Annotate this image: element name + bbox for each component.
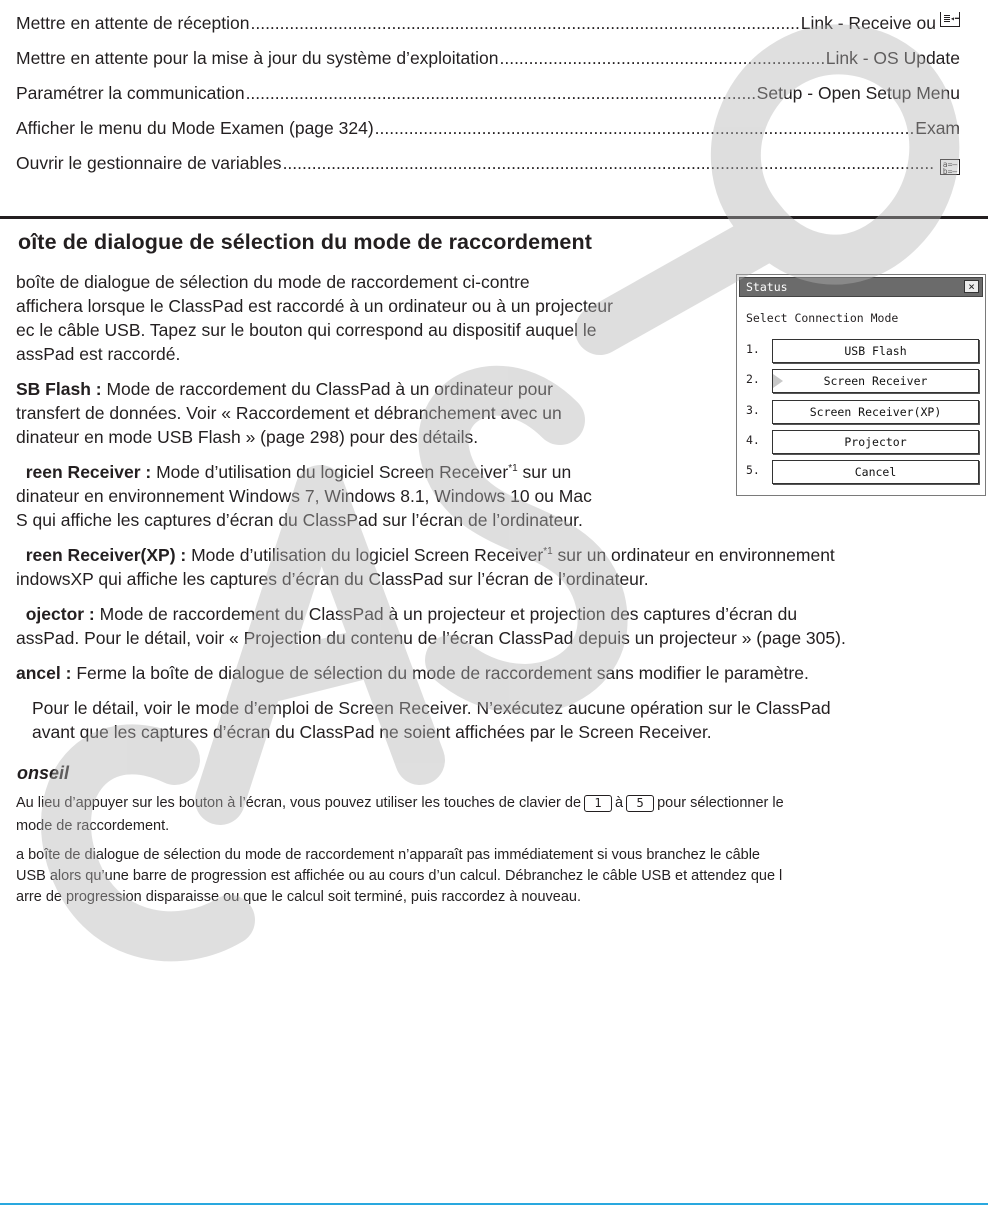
- key-5: 5: [626, 795, 654, 812]
- menu-item-variable-manager: [16, 152, 960, 187]
- close-icon[interactable]: ×: [964, 280, 979, 293]
- watermark-text: [0, 0, 1, 1]
- screen-receiver-desc: Mode d’utilisation du logiciel Screen Receiver: [151, 462, 509, 482]
- menu-item-receive: [16, 12, 960, 47]
- screen-receiver-xp-desc: Mode d’utilisation du logiciel Screen Receiver: [186, 545, 544, 565]
- cancel-term: ancel :: [16, 663, 72, 683]
- menu-item-label: Paramétrer la communication: [16, 83, 245, 103]
- screen-receiver-xp-line-2: indowsXP qui affiche les captures d’écran du ClassPad sur l’écran de l’ordinateur.: [16, 569, 649, 589]
- usb-flash-term: SB Flash :: [16, 379, 102, 399]
- menu-item-action: Setup - Open Setup Menu: [756, 83, 960, 103]
- footnote-ref: *1: [508, 463, 518, 474]
- screen-receiver-term: reen Receiver :: [16, 462, 152, 482]
- pointer-arrow-icon: [773, 374, 783, 388]
- footnote-ref: *1: [543, 546, 553, 557]
- intro-line-3: ec le câble USB. Tapez sur le bouton qui correspond au dispositif auquel le: [16, 320, 597, 340]
- tip-2-line-1: a boîte de dialogue de sélection du mode de raccordement n’apparaît pas immédiatement si vous branchez le câble: [16, 847, 760, 863]
- menu-item-label: Mettre en attente pour la mise à jour du système d’exploitation: [16, 48, 499, 68]
- footer-rule: [0, 1203, 988, 1205]
- screen-receiver-line-1: [16, 460, 571, 485]
- dialog-title: Status: [746, 280, 788, 294]
- connection-mode-dialog: [736, 274, 986, 496]
- menu-item-action: Link - Receive ou: [800, 13, 936, 33]
- menu-command-list: [16, 12, 960, 187]
- screen-receiver-line-3: S qui affiche les captures d’écran du ClassPad sur l’écran de l’ordinateur.: [16, 510, 583, 530]
- intro-line-2: affichera lorsque le ClassPad est raccordé à un ordinateur ou à un projecteur: [16, 296, 613, 316]
- screen-receiver-xp-desc-tail: sur un ordinateur en environnement: [552, 545, 835, 565]
- tip-1-line-2: mode de raccordement.: [16, 818, 170, 834]
- tip-2-line-3: arre de progression disparaisse ou que le calcul soit terminé, puis raccordez à nouveau.: [16, 889, 582, 905]
- menu-item-os-update: [16, 47, 960, 82]
- dot-leader: [246, 82, 756, 104]
- projector-button[interactable]: Projector: [772, 430, 979, 454]
- menu-item-setup: [16, 82, 960, 117]
- menu-item-label: Ouvrir le gestionnaire de variables: [16, 153, 282, 173]
- dot-leader: [375, 117, 915, 139]
- usb-flash-desc: Mode de raccordement du ClassPad à un ordinateur pour: [101, 379, 553, 399]
- cancel-line-1: [16, 661, 809, 686]
- tip-1-text: Au lieu d’appuyer sur les bouton à l’écran, vous pouvez utiliser les touches de clavier de: [16, 795, 582, 811]
- watermark-letter-c: [66, 749, 230, 936]
- section-title: oîte de dialogue de sélection du mode de raccordement: [18, 230, 592, 254]
- conseil-heading: onseil: [17, 763, 70, 783]
- tip-2-line-2: USB alors qu’une barre de progression est affichée ou au cours d’un calcul. Débranchez le câble USB et attendez que l: [16, 868, 783, 884]
- section-divider: [0, 216, 988, 219]
- receive-key-icon: [940, 12, 960, 27]
- key-1: 1: [584, 795, 612, 812]
- cancel-desc: Ferme la boîte de dialogue de sélection du mode de raccordement sans modifier le paramètre.: [71, 663, 809, 683]
- cancel-button[interactable]: Cancel: [772, 460, 979, 484]
- dot-leader: [250, 12, 799, 34]
- footnote-line-2: avant que les captures d’écran du ClassPad ne soient affichées par le Screen Receiver.: [32, 722, 712, 742]
- menu-item-action: Link - OS Update: [825, 48, 960, 68]
- usb-flash-line-2: transfert de données. Voir « Raccordement et débranchement avec un: [16, 403, 562, 423]
- tip-1-text-tail: pour sélectionner le: [657, 795, 784, 811]
- dialog-prompt: Select Connection Mode: [746, 311, 899, 325]
- screen-receiver-desc-tail: sur un: [517, 462, 572, 482]
- screen-receiver-xp-line-1: [16, 543, 835, 568]
- dialog-option-row: [746, 460, 976, 484]
- usb-flash-line-1: [16, 377, 553, 402]
- dot-leader: [499, 47, 824, 69]
- screen-receiver-xp-term: reen Receiver(XP) :: [16, 545, 187, 565]
- menu-item-exam: [16, 117, 960, 152]
- dialog-option-row: [746, 339, 976, 363]
- screen-receiver-line-2: dinateur en environnement Windows 7, Windows 8.1, Windows 10 ou Mac: [16, 486, 592, 506]
- tip-1-connector: à: [615, 795, 624, 811]
- intro-line-1: boîte de dialogue de sélection du mode de raccordement ci-contre: [16, 272, 530, 292]
- option-number: 5.: [746, 463, 760, 477]
- intro-line-4: assPad est raccordé.: [16, 344, 181, 364]
- option-number: 4.: [746, 433, 760, 447]
- dialog-option-row: [746, 430, 976, 454]
- usb-flash-button[interactable]: USB Flash: [772, 339, 979, 363]
- projector-line-2: assPad. Pour le détail, voir « Projection du contenu de l’écran ClassPad depuis un projecteur » (page 305).: [16, 628, 846, 648]
- dialog-option-row: [746, 369, 976, 393]
- projector-desc: Mode de raccordement du ClassPad à un projecteur et projection des captures d’écran du: [94, 604, 798, 624]
- usb-flash-line-3: dinateur en mode USB Flash » (page 298) pour des détails.: [16, 427, 479, 447]
- footnote-line-1: Pour le détail, voir le mode d’emploi de Screen Receiver. N’exécutez aucune opération sur le ClassPad: [32, 698, 831, 718]
- screen-receiver-xp-button[interactable]: Screen Receiver(XP): [772, 400, 979, 424]
- menu-item-action: Exam: [915, 118, 960, 138]
- option-number: 3.: [746, 403, 760, 417]
- option-number: 2.: [746, 372, 760, 386]
- variable-manager-icon: a=– b=–: [940, 159, 960, 175]
- screen-receiver-button[interactable]: Screen Receiver: [772, 369, 979, 393]
- dot-leader: [283, 152, 935, 174]
- option-number: 1.: [746, 342, 760, 356]
- projector-line-1: [16, 602, 797, 627]
- projector-term: ojector :: [16, 604, 95, 624]
- dialog-titlebar: [739, 277, 983, 297]
- menu-item-label: Mettre en attente de réception: [16, 13, 250, 33]
- dialog-option-row: [746, 400, 976, 424]
- tip-1-line-1: [16, 793, 784, 814]
- menu-item-label: Afficher le menu du Mode Examen (page 324): [16, 118, 374, 138]
